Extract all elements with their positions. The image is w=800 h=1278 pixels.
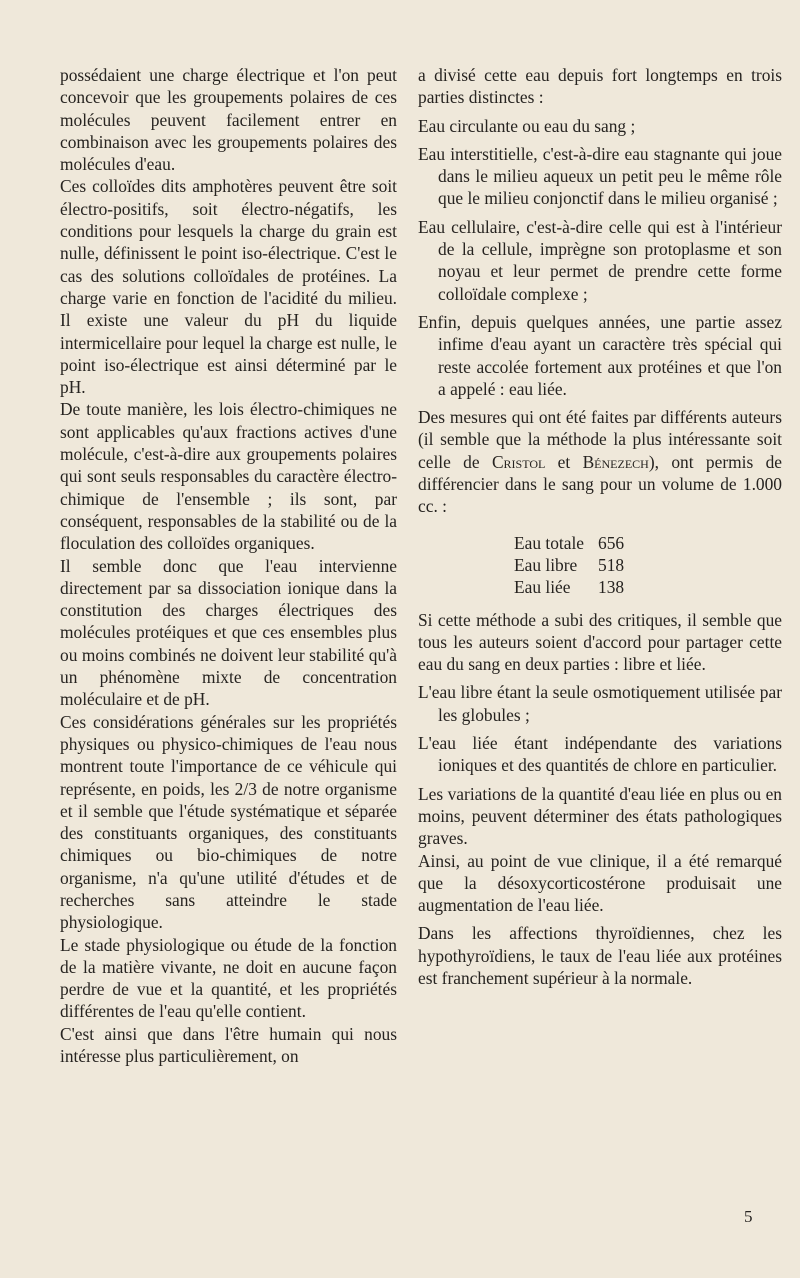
- author-name: Cristol: [491, 451, 546, 472]
- paragraph: Le stade physiologique ou étude de la fonction de la matière vivante, ne doit en aucune façon perdre de vue et la quantité, et les propriétés différentes de l'eau qu'elle contient.: [60, 934, 397, 1022]
- paragraph: Les variations de la quantité d'eau liée en plus ou en moins, peuvent déterminer des états pathologiques graves.: [418, 783, 782, 849]
- paragraph: Si cette méthode a subi des critiques, il semble que tous les auteurs soient d'accord pour partager cette eau du sang en deux parties : libre et liée.: [418, 609, 782, 675]
- water-volume-table: [514, 532, 624, 599]
- table-value: 138: [598, 577, 625, 598]
- list-item: Enfin, depuis quelques années, une partie assez infime d'eau ayant un caractère très spécial qui reste accolée fortement aux protéines et que l'on a appelé : eau liée.: [418, 311, 782, 399]
- list-item: L'eau libre étant la seule osmotiquement utilisée par les globules ;: [418, 682, 782, 725]
- paragraph: De toute manière, les lois électro-chimiques ne sont applicables qu'aux fractions actives d'une molécule, c'est-à-dire aux groupements polaires qui sont seuls responsables du caractère électro-chimique de l'ensemble ; ils sont, par conséquent, responsables de la stabilité ou de la floculation des colloïdes organiques.: [60, 399, 397, 554]
- table-row: [514, 532, 624, 554]
- paragraph: a divisé cette eau depuis fort longtemps en trois parties distinctes :: [418, 65, 782, 108]
- table-label: Eau libre: [514, 554, 578, 575]
- paragraph: Ces considérations générales sur les propriétés physiques ou physico-chimiques de l'eau nous montrent toute l'importance de ce véhicule qui représente, en poids, les 2/3 de notre organisme et il semble que l'étude systématique et séparée des constituants organiques, des constituants chimiques ou bio-chimiques de notre organisme, n'a qu'une utilité d'études et de recherches sans atteindre le stade physiologique.: [60, 711, 397, 933]
- paragraph: Ces colloïdes dits amphotères peuvent être soit électro-positifs, soit électro-négatifs, les conditions pour lesquels la charge du grain est nulle, définissent le point iso-électrique. C'est le cas des solutions colloïdales de protéines. La charge varie en fonction de l'acidité du milieu. Il existe une valeur du pH du liquide intermicellaire pour lequel la charge est nulle, le point iso-électrique est ainsi déterminé par le pH.: [60, 176, 397, 398]
- table-value: 518: [598, 554, 625, 575]
- text: et: [545, 451, 583, 472]
- paragraph: C'est ainsi que dans l'être humain qui nous intéresse plus particulièrement, on: [60, 1023, 397, 1067]
- page-number: 5: [744, 1207, 753, 1226]
- table-value: 656: [598, 532, 625, 553]
- paragraph: Dans les affections thyroïdiennes, chez les hypothyroïdiens, le taux de l'eau liée aux protéines est franchement supérieur à la normale.: [418, 923, 782, 988]
- table-row: [514, 576, 624, 598]
- table-label: Eau liée: [514, 577, 571, 598]
- author-name: Bénezech: [582, 451, 649, 472]
- left-column: [60, 64, 397, 1067]
- list-item: Eau interstitielle, c'est-à-dire eau stagnante qui joue dans le milieu aqueux un petit peu le même rôle que le milieu conjonctif dans le milieu organisé ;: [418, 143, 782, 209]
- paragraph: Ainsi, au point de vue clinique, il a été remarqué que la désoxycorticostérone produisait une augmentation de l'eau liée.: [418, 850, 782, 916]
- text: ), ont permis de différencier dans le sang pour un volume de 1.000 cc. :: [418, 451, 782, 517]
- paragraph: possédaient une charge électrique et l'on peut concevoir que les groupements polaires de ces molécules peuvent facilement entrer en combinaison avec les groupements polaires des molécules d'eau.: [60, 65, 397, 175]
- list-item: Eau circulante ou eau du sang ;: [418, 115, 636, 136]
- list-item: Eau cellulaire, c'est-à-dire celle qui est à l'intérieur de la cellule, imprègne son protoplasme et son noyau et leur permet de prendre cette forme colloïdale complexe ;: [418, 216, 782, 304]
- right-column: [418, 64, 782, 995]
- measures-paragraph: [418, 406, 782, 517]
- table-row: [514, 554, 624, 576]
- list-item: L'eau liée étant indépendante des variations ioniques et des quantités de chlore en particulier.: [418, 733, 782, 776]
- text: Des mesures qui ont été faites par différents auteurs (il semble que la méthode la plus intéressante soit celle de: [418, 407, 782, 472]
- table-label: Eau totale: [514, 532, 585, 553]
- paragraph: Il semble donc que l'eau intervienne directement par sa dissociation ionique dans la constitution des charges électriques des molécules protéiques et que ces ensembles plus ou moins combinés ne doivent leur stabilité qu'à un phénomène mixte de concentration moléculaire et de pH.: [60, 555, 397, 710]
